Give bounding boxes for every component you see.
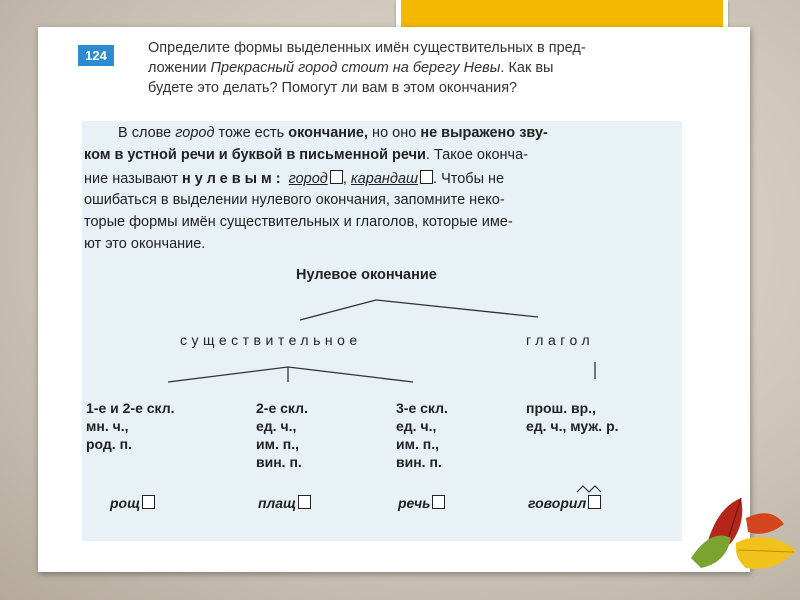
rule-line-5: торые формы имён существительных и глаголов, которые име-	[84, 214, 513, 230]
diagram-lines	[38, 27, 750, 572]
task-line-1: Определите формы выделенных имён существительных в пред-	[148, 40, 586, 56]
column-declension-2: 2-е скл. ед. ч., им. п., вин. п.	[256, 400, 308, 470]
noun-branch-label: существительное	[180, 332, 362, 348]
example-word-3: речь	[398, 495, 445, 511]
zero-ending-box	[142, 495, 155, 509]
task-line-3: будете это делать? Помогут ли вам в этом окончания?	[148, 80, 518, 96]
rule-line-4: ошибаться в выделении нулевого окончания, запомните неко-	[84, 192, 505, 208]
rule-line-2: ком в устной речи и буквой в письменной речи. Такое оконча-	[84, 147, 529, 163]
slide	[38, 27, 750, 572]
example-word-1: рощ	[110, 495, 155, 511]
column-declension-3: 3-е скл. ед. ч., им. п., вин. п.	[396, 400, 448, 470]
column-declension-1-2: 1-е и 2-е скл. мн. ч., род. п.	[86, 400, 175, 452]
rule-line-1: В слове город тоже есть окончание, но оно не выражено зву-	[118, 125, 548, 141]
example-word-4: говорил	[528, 495, 601, 511]
zero-ending-box	[432, 495, 445, 509]
verb-branch-label: глагол	[526, 332, 595, 348]
task-number-badge: 124	[78, 45, 114, 66]
zero-ending-box	[588, 495, 601, 509]
example-word-2: плащ	[258, 495, 311, 511]
column-verb: прош. вр., ед. ч., муж. р.	[526, 400, 619, 434]
task-line-2: ложении Прекрасный город стоит на берегу Невы. Как вы	[148, 60, 554, 76]
zero-ending-box	[298, 495, 311, 509]
rule-line-3: ние называют нулевым: город , карандаш . Чтобы не	[84, 171, 505, 187]
rule-line-6: ют это окончание.	[84, 236, 206, 252]
autumn-leaves-decoration	[686, 488, 800, 578]
diagram-title: Нулевое окончание	[296, 267, 437, 283]
